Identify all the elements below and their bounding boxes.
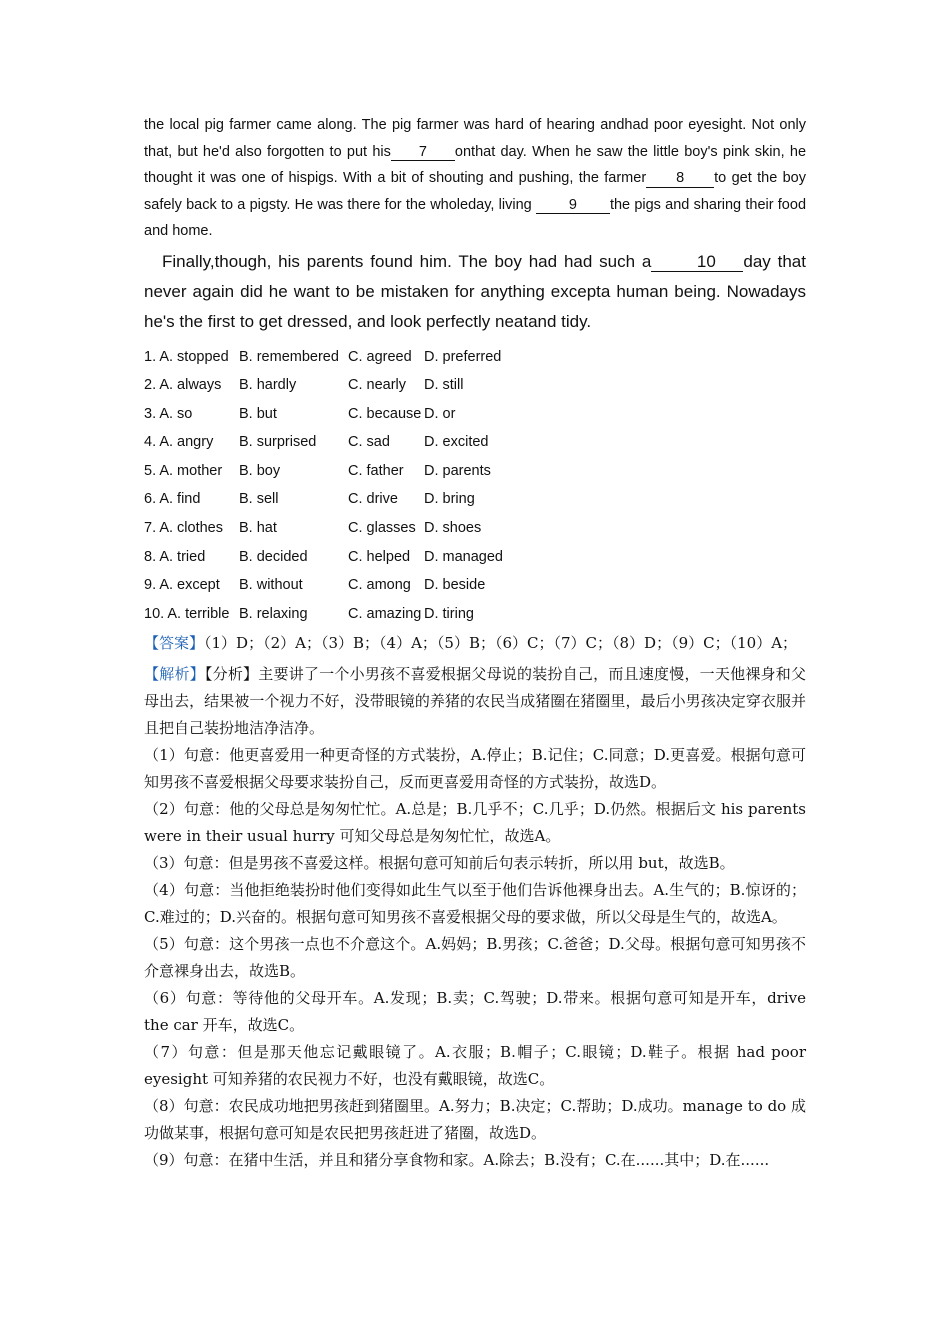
option-d: D. preferred <box>424 348 502 365</box>
option-row <box>144 457 806 486</box>
option-c: C. among <box>348 577 411 594</box>
option-c: C. helped <box>348 548 411 565</box>
analysis-tag: 【解析】 <box>144 665 205 684</box>
option-row <box>144 514 806 543</box>
option-d: D. still <box>424 377 464 394</box>
option-b: B. relaxing <box>239 605 308 622</box>
option-c: C. amazing <box>348 605 422 622</box>
option-b: B. boy <box>239 462 281 479</box>
option-row <box>144 428 806 457</box>
analysis-summary-text: 【分析】主要讲了一个小男孩不喜爱根据父母说的装扮自己，而且速度慢，一天他裸身和父母出去，结果被一个视力不好，没带眼镜的养猪的农民当成猪圈在猪圈里，最后小男孩决定穿衣服并且把自己装扮地洁净洁净。 <box>144 665 806 738</box>
analysis-item-9: （9）句意：在猪中生活，并且和猪分享食物和家。A.除去；B.没有；C.在......其中；D.在...... <box>144 1151 770 1170</box>
passage-text: the local pig farmer came along. The pig farmer was hard of hearing andhad poor eyesight. Not only that, but he'd also forgotten to put his <box>144 117 806 160</box>
blank-8: 8 <box>646 171 714 188</box>
option-b: B. but <box>239 405 277 422</box>
option-a: 6. A. find <box>144 491 201 508</box>
option-d: D. tiring <box>424 605 474 622</box>
option-b: B. decided <box>239 548 308 565</box>
analysis-item-1: （1）句意：他更喜爱用一种更奇怪的方式装扮，A.停止；B.记住；C.同意；D.更喜爱。根据句意可知男孩不喜爱根据父母要求装扮自己，反而更喜爱用奇怪的方式装扮，故选D。 <box>144 746 806 792</box>
passage-text: to get the boy safely back to a pigsty. He was there for the wholeday, living <box>144 170 806 213</box>
option-a: 3. A. so <box>144 405 193 422</box>
passage-text: the pigs and sharing their food and home. <box>144 196 807 239</box>
option-a: 1. A. stopped <box>144 348 229 365</box>
option-row <box>144 571 806 600</box>
option-b: B. hat <box>239 520 277 537</box>
option-b: B. hardly <box>239 377 297 394</box>
option-c: C. agreed <box>348 348 412 365</box>
option-b: B. remembered <box>239 348 339 365</box>
option-a: 8. A. tried <box>144 548 206 565</box>
option-c: C. father <box>348 462 404 479</box>
analysis-item-4: （4）句意：当他拒绝装扮时他们变得如此生气以至于他们告诉他裸身出去。A.生气的；B.惊讶的；C.难过的；D.兴奋的。根据句意可知男孩不喜爱根据父母的要求做，所以父母是生气的，故选A。 <box>144 881 806 927</box>
option-a: 4. A. angry <box>144 434 214 451</box>
option-row <box>144 485 806 514</box>
passage-text: onthat day. When he saw the little boy's pink skin, he thought it was one of hispigs. With a bit of shouting and pushing, the farmer <box>144 143 807 186</box>
options-list <box>144 343 806 629</box>
analysis-item-8: （8）句意：农民成功地把男孩赶到猪圈里。A.努力；B.决定；C.帮助；D.成功。manage to do 成功做某事，根据句意可知是农民把男孩赶进了猪圈，故选D。 <box>144 1097 806 1143</box>
blank-9: 9 <box>536 198 610 215</box>
analysis-summary <box>144 661 806 742</box>
option-d: D. beside <box>424 577 486 594</box>
option-row <box>144 543 806 572</box>
option-c: C. sad <box>348 434 390 451</box>
answer-tag: 【答案】 <box>144 634 205 653</box>
option-d: D. shoes <box>424 520 482 537</box>
option-c: C. glasses <box>348 520 416 537</box>
option-c: C. drive <box>348 491 398 508</box>
option-c: C. nearly <box>348 377 407 394</box>
option-a: 7. A. clothes <box>144 520 223 537</box>
option-row <box>144 600 806 629</box>
analysis-item-3: （3）句意：但是男孩不喜爱这样。根据句意可知前后句表示转折，所以用 but，故选B。 <box>144 854 735 873</box>
option-a: 10. A. terrible <box>144 605 230 622</box>
option-b: B. sell <box>239 491 279 508</box>
option-row <box>144 400 806 429</box>
analysis-item-2: （2）句意：他的父母总是匆匆忙忙。A.总是；B.几乎不；C.几乎；D.仍然。根据后文 his parents were in their usual hurry 可知父母总是匆匆忙忙，故选A。 <box>144 800 806 846</box>
answer-text: （1）D；（2）A；（3）B；（4）A；（5）B；（6）C；（7）C；（8）D；（9）C；（10）A； <box>204 634 798 653</box>
passage-paragraph-1 <box>144 112 806 245</box>
analysis-item-5: （5）句意：这个男孩一点也不介意这个。A.妈妈；B.男孩；C.爸爸；D.父母。根据句意可知男孩不介意裸身出去，故选B。 <box>144 935 806 981</box>
option-a: 5. A. mother <box>144 462 223 479</box>
option-b: B. without <box>239 577 303 594</box>
option-row <box>144 371 806 400</box>
passage-text: day that never again did he want to be mistaken for anything excepta human being. Nowadays he's the first to get dressed, and look perfectly neatand tidy. <box>144 251 806 331</box>
option-a: 2. A. always <box>144 377 222 394</box>
option-b: B. surprised <box>239 434 317 451</box>
option-d: D. parents <box>424 462 491 479</box>
option-c: C. because <box>348 405 422 422</box>
blank-7: 7 <box>391 145 455 162</box>
passage-paragraph-2 <box>144 247 806 337</box>
passage-text: Finally,though, his parents found him. The boy had had such a <box>162 251 652 271</box>
option-row <box>144 343 806 372</box>
option-a: 9. A. except <box>144 577 220 594</box>
analysis-item-7: （7）句意：但是那天他忘记戴眼镜了。A.衣服；B.帽子；C.眼镜；D.鞋子。根据 had poor eyesight 可知养猪的农民视力不好，也没有戴眼镜，故选C。 <box>144 1043 806 1089</box>
option-d: D. managed <box>424 548 503 565</box>
analysis-item-6: （6）句意：等待他的父母开车。A.发现；B.卖；C.驾驶；D.带来。根据句意可知是开车，drive the car 开车，故选C。 <box>144 989 806 1035</box>
option-d: D. bring <box>424 491 475 508</box>
blank-10: 10 <box>651 253 743 273</box>
answer-section <box>144 630 806 657</box>
option-d: D. or <box>424 405 456 422</box>
document-page <box>144 112 806 1174</box>
option-d: D. excited <box>424 434 489 451</box>
analysis-section <box>144 661 806 1174</box>
